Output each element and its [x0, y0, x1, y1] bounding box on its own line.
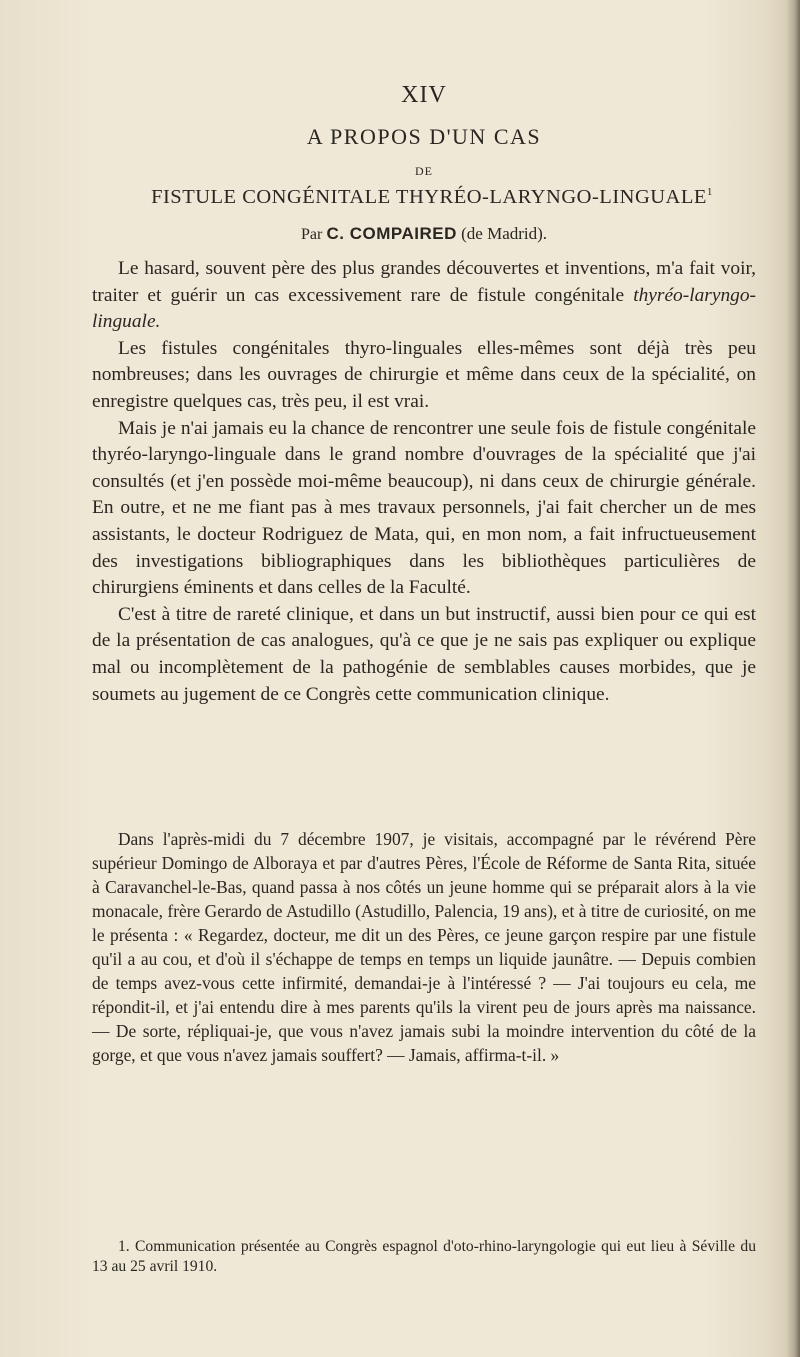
paragraph-1 [92, 256, 756, 336]
title-connector: DE [415, 164, 433, 178]
title-footnote-mark: 1 [706, 186, 713, 199]
paragraph-1-italic: thyréo-laryngo-linguale. [92, 284, 756, 333]
footnote-text: 1. Communication présentée au Congrès espagnol d'oto-rhino-laryngologie qui eut lieu à Séville du 13 au 25 avril 1910. [92, 1238, 756, 1275]
paragraph-1-text: Le hasard, souvent père des plus grandes découvertes et inventions, m'a fait voir, traiter et guérir un cas excessivement rare de fistule congénitale [92, 258, 756, 306]
author-prefix: Par [300, 226, 323, 243]
paragraph-4: C'est à titre de rareté clinique, et dans un but instructif, aussi bien pour ce qui est de la présentation de cas analogues, qu'à ce que je ne sais pas expliquer ou explique mal ou incomplètement de la pathogénie de semblables causes morbides, que je soumets au jugement de ce Congrès cette communication clinique. [92, 603, 756, 705]
chapter-number: XIV [401, 82, 447, 108]
title-line-2 [92, 186, 772, 209]
footnote [92, 1237, 756, 1277]
main-body [92, 256, 756, 708]
title-line-1: A PROPOS D'UN CAS [306, 124, 542, 149]
author-name: C. COMPAIRED [326, 224, 457, 243]
case-paragraph: Dans l'après-midi du 7 décembre 1907, je visitais, accompagné par le révérend Père supérieur Domingo de Alboraya et par d'autres Pères, l'École de Réforme de Santa Rita, située à Caravanchel-le-Bas, quand passa à nos côtés un jeune homme qui se préparait alors à la vie monacale, frère Gerardo de Astudillo (Astudillo, Palencia, 19 ans), et à titre de curiosité, on me le présenta : « Regardez, docteur, me dit un des Pères, ce jeune garçon respire par une fistule qu'il a au cou, et d'où il s'échappe de temps en temps un liquide jaunâtre. — Depuis combien de temps avez-vous cette infirmité, demandai-je à l'intéressé ? — J'ai toujours eu cela, me répondit-il, et j'ai entendu dire à mes parents qu'ils la virent peu de jours après ma naissance. — De sorte, répliquai-je, que vous n'avez jamais subi la moindre intervention du côté de la gorge, et que vous n'avez jamais souffert? — Jamais, affirma-t-il. » [92, 829, 756, 1065]
author-line [92, 224, 756, 244]
author-affiliation: (de Madrid). [461, 224, 548, 243]
title-main-text: FISTULE CONGÉNITALE THYRÉO-LARYNGO-LINGUALE [151, 186, 707, 208]
page-binding-shadow [786, 0, 800, 1357]
paragraph-2: Les fistules congénitales thyro-linguales elles-mêmes sont déjà très peu nombreuses; dans les ouvrages de chirurgie et même dans ceux de la spécialité, on enregistre quelques cas, très peu, il est vrai. [92, 337, 756, 412]
paragraph-3: Mais je n'ai jamais eu la chance de rencontrer une seule fois de fistule congénitale thyréo-laryngo-linguale dans le grand nombre d'ouvrages de la spécialité que j'ai consultés (et j'en possède moi-même beaucoup), ni dans ceux de chirurgie générale. En outre, et ne me fiant pas à mes travaux personnels, j'ai fait chercher un de mes assistants, le docteur Rodriguez de Mata, qui, en mon nom, a fait infructueusement des investigations bibliographiques dans les bibliothèques particulières de chirurgiens éminents et dans celles de la Faculté. [92, 417, 756, 599]
case-report [92, 827, 756, 1067]
